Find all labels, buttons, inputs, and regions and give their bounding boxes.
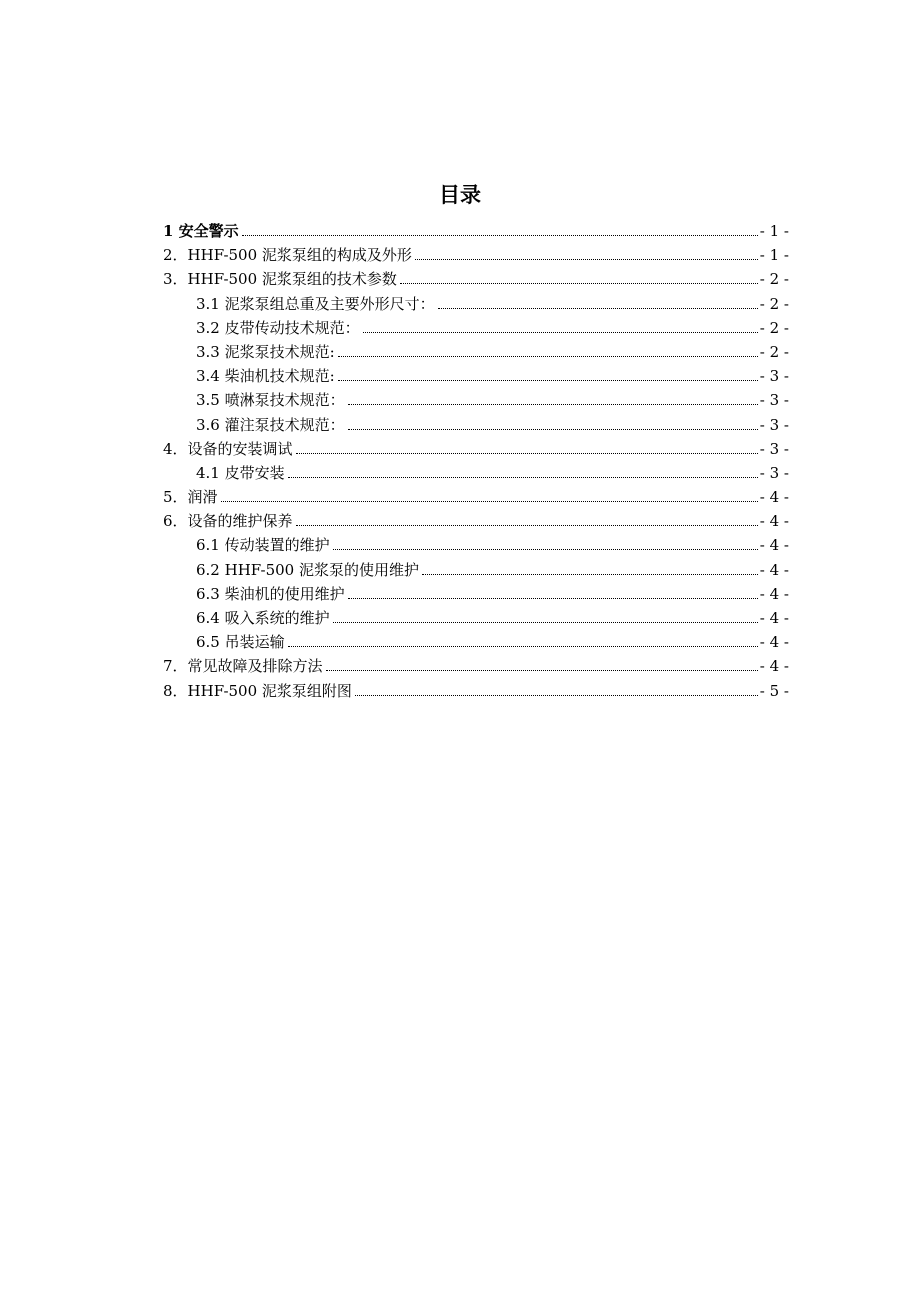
toc-entry[interactable]: [163, 509, 789, 533]
toc-entry[interactable]: [163, 485, 789, 509]
toc-dot-leader: [221, 501, 758, 502]
toc-entry-label: 3.4 柴油机技术规范:: [196, 367, 335, 386]
toc-dot-leader: [288, 646, 758, 647]
toc-entry-page: - 4 -: [759, 560, 789, 579]
toc-entry[interactable]: [163, 292, 789, 316]
toc-entry-label: 4．设备的安装调试: [163, 439, 293, 458]
toc-entry-label: 7．常见故障及排除方法: [163, 657, 323, 676]
toc-entry[interactable]: [163, 219, 789, 243]
toc-entry-label: 6.4 吸入系统的维护: [196, 609, 330, 627]
toc-title: 目录: [439, 183, 481, 207]
toc-entry-page: - 3 -: [759, 463, 789, 482]
toc-entry-label: 3．HHF-500 泥浆泵组的技术参数: [163, 270, 397, 289]
toc-dot-leader: [333, 622, 758, 623]
toc-entry[interactable]: [163, 630, 789, 654]
toc-entry[interactable]: [163, 461, 789, 485]
toc-entry-label: 2．HHF-500 泥浆泵组的构成及外形: [163, 246, 412, 265]
toc-dot-leader: [348, 598, 758, 599]
toc-entry-page: - 4 -: [759, 657, 789, 676]
toc-dot-leader: [422, 574, 758, 575]
toc-entry-page: - 3 -: [759, 439, 789, 458]
toc-entry-page: - 4 -: [759, 488, 789, 507]
toc-dot-leader: [242, 235, 758, 236]
toc-entry[interactable]: [163, 679, 789, 703]
toc-entry-label: 4.1 皮带安装: [196, 463, 285, 482]
toc-dot-leader: [355, 695, 758, 696]
toc-entry-page: - 2 -: [759, 270, 789, 289]
toc-dot-leader: [348, 429, 758, 430]
toc-entry-label: 3.5 喷淋泵技术规范：: [196, 391, 345, 410]
toc-entry-page: - 2 -: [759, 342, 789, 361]
toc-entry-label: 6．设备的维护保养: [163, 512, 293, 531]
toc-dot-leader: [296, 453, 758, 454]
toc-dot-leader: [400, 283, 758, 284]
toc-entry-label: 3.6 灌注泵技术规范：: [196, 415, 345, 434]
toc-entry-page: - 4 -: [759, 512, 789, 531]
toc-entry-label: 6.3 柴油机的使用维护: [196, 584, 345, 603]
toc-entry[interactable]: [163, 340, 789, 364]
toc-entry-label: 8．HHF-500 泥浆泵组附图: [163, 681, 352, 700]
toc-dot-leader: [363, 332, 758, 333]
toc-entry-page: - 1 -: [759, 246, 789, 265]
toc-entry-label: 5．润滑: [163, 488, 218, 507]
toc-entry-page: - 1 -: [759, 222, 789, 240]
toc-entry-page: - 5 -: [759, 681, 789, 700]
toc-entry-page: - 4 -: [759, 633, 789, 652]
toc-dot-leader: [415, 259, 758, 260]
toc-entry-label: 6.2 HHF-500 泥浆泵的使用维护: [196, 560, 419, 579]
toc-entry[interactable]: [163, 558, 789, 582]
toc-dot-leader: [348, 404, 758, 405]
toc-entry-label: 6.5 吊装运输: [196, 633, 285, 652]
toc-entry[interactable]: [163, 316, 789, 340]
toc-entry[interactable]: [163, 243, 789, 267]
toc-entry-page: - 4 -: [759, 584, 789, 603]
toc-entry[interactable]: [163, 437, 789, 461]
toc-entry-label: 1 安全警示: [163, 222, 239, 240]
toc-dot-leader: [338, 380, 758, 381]
toc-entry-page: - 3 -: [759, 367, 789, 386]
toc-entry[interactable]: [163, 654, 789, 678]
toc-entry-label: 3.1 泥浆泵组总重及主要外形尺寸：: [196, 294, 435, 313]
toc-dot-leader: [333, 549, 758, 550]
toc-dot-leader: [338, 356, 758, 357]
toc-entry[interactable]: [163, 582, 789, 606]
toc-entry[interactable]: [163, 413, 789, 437]
toc-dot-leader: [288, 477, 758, 478]
toc-entry[interactable]: [163, 606, 789, 630]
toc-list: [163, 219, 789, 703]
toc-entry-page: - 3 -: [759, 391, 789, 410]
toc-dot-leader: [326, 670, 758, 671]
toc-dot-leader: [296, 525, 758, 526]
toc-entry[interactable]: [163, 388, 789, 412]
toc-entry-page: - 2 -: [759, 318, 789, 337]
toc-entry-label: 3.2 皮带传动技术规范：: [196, 318, 360, 337]
toc-dot-leader: [438, 308, 758, 309]
toc-entry-label: 6.1 传动装置的维护: [196, 536, 330, 555]
toc-entry-page: - 3 -: [759, 415, 789, 434]
toc-entry-label: 3.3 泥浆泵技术规范:: [196, 342, 335, 361]
toc-entry[interactable]: [163, 533, 789, 557]
toc-entry-page: - 4 -: [759, 609, 789, 627]
toc-entry[interactable]: [163, 364, 789, 388]
toc-entry-page: - 4 -: [759, 536, 789, 555]
toc-entry[interactable]: [163, 267, 789, 291]
toc-entry-page: - 2 -: [759, 294, 789, 313]
